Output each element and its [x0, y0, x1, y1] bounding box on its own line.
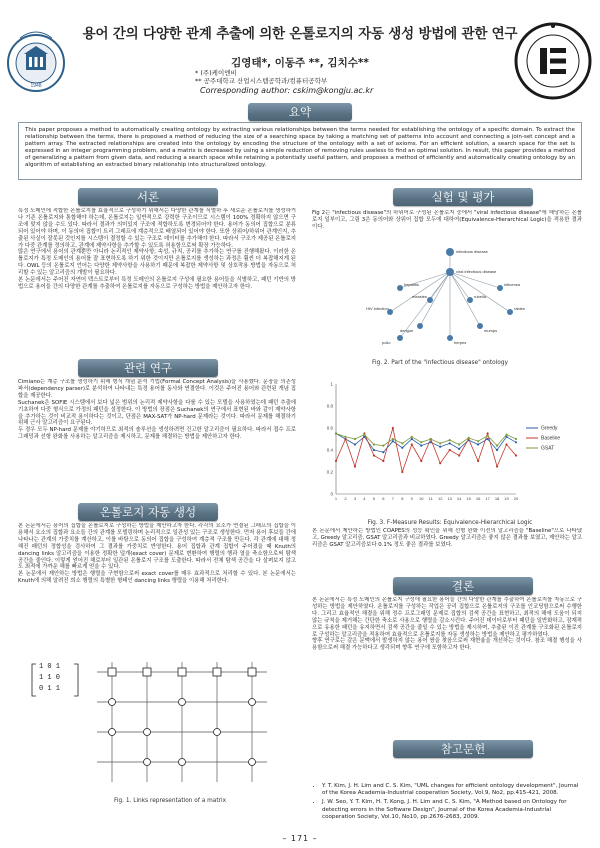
legend-label: GSAT: [541, 445, 555, 452]
references-heading: 참고문헌: [393, 740, 533, 758]
fig2-node: dengue: [400, 328, 414, 333]
data-point: [449, 449, 451, 451]
f-measure-chart: [318, 374, 576, 516]
page-number: – 171 –: [282, 834, 318, 843]
svg-text:1948: 1948: [30, 83, 42, 89]
figure-3-chart: [318, 374, 576, 516]
reference-item: • J. W. Seo, Y. T. Kim, H. T. Kong, J. H. Lim and C. S. Kim, "A Method based on Ontology for detecting errors in the Software Design", Journal of the Korea Academia-Industrial cooperation Society, Vol.10, No10, pp.2676-2683, 2009.: [322, 799, 582, 821]
affiliation-2: ** 공주대학교 산업시스템공학과/컴퓨터공학부: [195, 77, 328, 85]
data-point: [486, 438, 488, 440]
y-tick-label: 0.4: [326, 447, 333, 453]
x-tick-label: 13: [447, 496, 452, 501]
intro-heading: 서론: [78, 188, 218, 206]
fig3-caption: Fig. 3. F-Measure Results: Equivalence-Hierarchical Logic: [367, 520, 533, 526]
fig2-node: mumps: [484, 328, 498, 333]
x-tick-label: 7: [391, 496, 394, 501]
data-point: [392, 438, 394, 440]
data-point: [505, 443, 507, 445]
fig2-node: influenza: [504, 282, 521, 287]
matrix-row-3: 0 1 1: [39, 685, 61, 693]
x-tick-label: 1: [334, 496, 338, 501]
data-point: [373, 449, 375, 451]
data-point: [401, 447, 403, 449]
legend-label: Baseline: [541, 435, 561, 442]
x-tick-label: 4: [363, 496, 366, 501]
fig1-caption: Fig. 1. Links representation of a matrix: [113, 798, 227, 804]
x-tick-label: 16: [475, 496, 481, 501]
affiliation-1: * (주)케이엔비: [195, 69, 237, 77]
author-list: 김영태*, 이동주 **, 김치수**: [231, 57, 369, 69]
x-tick-label: 8: [401, 496, 404, 501]
data-point: [420, 441, 422, 443]
data-point: [449, 439, 451, 441]
auto-heading: 온톨로지 자동 생성: [78, 503, 218, 521]
data-point: [486, 432, 488, 434]
data-point: [439, 462, 441, 464]
x-tick-label: 12: [437, 496, 443, 501]
fig2-node: infectious disease: [456, 249, 488, 254]
figure-2: [360, 240, 540, 348]
x-tick-label: 20: [513, 496, 519, 501]
data-point: [363, 434, 365, 436]
data-point: [439, 446, 441, 448]
y-tick-label: 0.6: [326, 425, 333, 431]
data-point: [411, 436, 413, 438]
data-point: [505, 434, 507, 436]
data-point: [449, 442, 451, 444]
x-tick-label: 5: [372, 496, 376, 501]
data-point: [401, 442, 403, 444]
x-tick-label: 15: [466, 496, 471, 501]
data-point: [458, 448, 460, 450]
paper-title: 용어 간의 다양한 관계 추출에 의한 온톨로지의 자동 생성 방법에 관한 연구: [82, 26, 518, 42]
matrix-row-2: 1 1 0: [39, 674, 61, 682]
y-tick-label: 0.2: [326, 469, 333, 475]
reference-item: • Y. T. Kim, J. H. Lim and C. S. Kim, "UML changes for efficient ontology development", Journal of the Korea Academia-Industrial cooperation Society, Vol.9, No2, pp.415-421, 2008.: [322, 783, 582, 797]
experiment-heading: 실험 및 평가: [393, 188, 533, 206]
x-tick-label: 11: [428, 496, 433, 501]
legend-label: Greedy: [541, 425, 558, 432]
data-point: [335, 432, 337, 434]
figure-1: [22, 652, 292, 792]
data-point: [344, 436, 346, 438]
fig2-node: herpes: [454, 340, 467, 345]
data-point: [468, 437, 470, 439]
data-point: [515, 438, 517, 440]
data-point: [496, 465, 498, 467]
fig2-caption: Fig. 2. Part of the "infectious disease" ontology: [372, 360, 508, 366]
university-seal-logo: [6, 8, 66, 106]
fig2-node: viral infectious disease: [456, 269, 497, 274]
department-logo: [514, 22, 592, 100]
data-point: [354, 465, 356, 467]
data-point: [439, 442, 441, 444]
data-point: [477, 440, 479, 442]
data-point: [486, 435, 488, 437]
data-point: [373, 443, 375, 445]
x-tick-label: 2: [344, 496, 347, 501]
conclusion-text: 본 논문에서는 특정 도메인의 온톨로지 구성에 필요한 용어들 간의 다양한 관계를 추출하여 온톨로지를 자동으로 구성하는 방법을 제안하였다. 온톨로지를 구성하는 작업은 공리 집합으로 온톨로지의 구조를 인코딩함으로써 수행한다. 그리고 효율적인 해결을 위해 정수 프로그래밍 문제로 집합의 검색 공간을 표현하고, 최적의 해에 도움이 되지 않는 규칙을 제거해는 간단한 축소로 사용으로 행렬을 감소시킨다. 주어진 데이터로부터 패턴을 일반화하고, 잠재적으로 유용한 패턴을 유지하면서 검색 공간을 줄일 수 있는 방법을 제시하며, 추출된 이진 관계를 구조화된 온톨로지로 구성하는 알고리즘을 적용하여 효율적으로 온톨로지를 자동 생성하는 방법을 제안하고 평가하였다. 향후 연구로는 같은 문맥에서 발생하지 않는 용어 쌍을 찾음으로써 재현율을 개선하는 것이다. 참조 해결 행성을 사용함으로써 해결 가능하다고 생각되며 향후 연구에 포함하고자 한다.: [312, 597, 582, 652]
data-point: [477, 460, 479, 462]
data-point: [382, 451, 384, 453]
corresponding-author: Corresponding author: cskim@kongju.ac.kr: [200, 86, 374, 95]
data-point: [354, 438, 356, 440]
intro-text: 특정 도메인에 적합한 온톨로지를 효율적으로 구성하기 위해서는 다양한 관계를 식별하 후 새로운 온톨로지를 생성하거나 기존 온톨로지와 통합해야 하는데, 온톨로지는 일반적으로 강력한 구조이므로 시스템이 100% 정확하지 않으면 구조에 맞지 않을 수도 있다. 따라서 결과가 의미있지 구조에 적합하도록 변경되어야 한다. 용어가 동의어 집합으로 분류되어 있어야 하며, 이 동의어 집합이 트리 그래프에 계층적으로 배열되어 있어야 한다. 또한 상위어/하위어 관계인지, 추출된 사실이 잘못된 것인지를 시스템이 결정할 수 있는 구조로 데이터를 추가해야 한다. 따라서 구조가 제공된 온톨로지가 다중 관계를 정의하고, 관계에 제약사항을 추가할 수 있도록 허용함으로써 확장 가능하다. 많은 연구에서 용어의 관계뿐만 아니라 논리적인 제약사항, 속성, 규칙, 공리를 추가하는 연구를 진행해왔다. 이러한 온톨로지가 특정 도메인의 용어를 잘 표현하도록 하기 위한 것이지만 온톨로지를 생성하는 과정은 훨씬 더 복잡해지게 된다. OWL 등의 온톨로지 언어는 다양한 제약사항을 사용하기 때문에 복잡한 제약사항 및 상호작용 방법을 자동으로 처리할 수 있는 알고리즘의 개발이 필요하다. 본 논문에서는 주어진 자연어 텍스트로부터 특정 도메인의 온톨로지 구성에 필요한 용어들을 식별하고, 패턴 기반의 방법으로 용어들 간의 다양한 관계를 추출하여 온톨로지를 자동으로 구성하는 방법을 제안하고자 한다.: [18, 208, 296, 290]
series-line-baseline: [336, 428, 516, 472]
fig2-node: rabies: [514, 306, 525, 311]
data-point: [458, 454, 460, 456]
experiment-text: Fig 2는 "infectious disease"의 하위어로 구성된 온톨로지 중에서 "viral infectious disease"에 해당하는 온톨로지 일부이고, 그림 3은 동의어와 상위어 집합 모두에 대하여(Equivalence-Hierarchical Logic)을 적용한 결과이다.: [312, 210, 582, 230]
x-tick-label: 19: [504, 496, 509, 501]
y-tick-label: 1: [330, 381, 333, 387]
x-tick-label: 14: [456, 496, 462, 501]
x-tick-label: 17: [485, 496, 490, 501]
y-tick-label: 0: [330, 491, 333, 497]
data-point: [411, 438, 413, 440]
matrix-row-1: 1 0 1: [39, 663, 61, 671]
data-point: [373, 454, 375, 456]
x-tick-label: 6: [382, 496, 385, 501]
x-tick-label: 9: [410, 496, 413, 501]
conclusion-heading: 결론: [393, 577, 533, 595]
data-point: [392, 440, 394, 442]
data-point: [354, 443, 356, 445]
data-point: [458, 443, 460, 445]
abstract-heading: 요약: [248, 103, 352, 121]
data-point: [392, 427, 394, 429]
data-point: [420, 460, 422, 462]
auto-text: 본 논문에서는 용어의 집합을 온톨로지로 구성하는 방법을 제안하고자 한다. 각각의 요소가 연결된 그래프의 집합을 이용해서 요소의 집합과 요소들 간의 관계를 모델링하며 논리적으로 일관성 있는 구조로 생성한다. 먼저 용어 후보들 간에 나타나는 관계의 가중치를 계산하고, 이를 바탕으로 동의어 집합을 구성하여 계층적 구조를 만든다. 각 관계에 대해 정해진 패턴의 정합성을 검사하여 그 결과를 가중치로 반영한다. 용어 집합과 관계 집합이 주어졌을 때 Knuth의 dancing links 알고리즘을 이용한 정확한 덮개(exact cover) 문제로 변환하여 행렬의 행과 열을 축소함으로써 탐색 공간을 줄인다. 이렇게 얻어진 해로부터 일관된 온톨로지 구조를 도출한다. 따라서 전체 탐색 공간을 다 살펴보지 않고도 최적에 가까운 해를 빠르게 얻을 수 있다. 본 논문에서 제안하는 방법은 행렬을 구현함으로써 exact cover를 매우 효과적으로 처리할 수 있다. 본 논문에서는 Knuth에 의해 알려진 희소 행렬의 특별한 형태인 dancing links 행렬을 이용해 처리한다.: [18, 523, 296, 585]
abstract-text: This paper proposes a method to automatically creating ontology by extracting various relationships between the terms needed for establishing the ontology of a specific domain. To extract the relationship between the terms, there is proposed a method of reducing the size of a searching space by taking a matching set of patterns into account and connecting a join-set concept and a pattern array. The extracted relationships are created into the ontology by encoding the structure of the ontology with a set of axioms. For an efficient solution, a search space for the set is expressed in an integer programming problem, and a matrix is decreased by using a simple reduction of removing rules useless to find an optimal solution. In result, this paper provides a method of generalizing a pattern from given data, and reducing a search space while retaining a potentially useful pattern, and proposes a method of efficiently and automatically creating ontology by an algorithm of establishing an extracted binary relationship into structuralized ontology.: [25, 127, 575, 168]
x-tick-label: 3: [353, 496, 357, 501]
data-point: [430, 438, 432, 440]
data-point: [420, 445, 422, 447]
data-point: [382, 445, 384, 447]
data-point: [496, 449, 498, 451]
x-tick-label: 18: [494, 496, 500, 501]
data-point: [411, 443, 413, 445]
related-heading: 관련 연구: [78, 359, 218, 377]
y-tick-label: 0.8: [326, 403, 333, 409]
data-point: [515, 441, 517, 443]
data-point: [344, 438, 346, 440]
x-tick-label: 10: [419, 496, 424, 501]
fig2-node: measles: [412, 294, 427, 299]
fig2-node: hepatitis: [404, 282, 419, 287]
reference-list: [312, 783, 582, 831]
fig2-node: HIV infection: [366, 306, 389, 311]
data-point: [515, 454, 517, 456]
related-text: Cimiano는 계층 구조를 생성하기 위해 형식 개념 분석 기법(Formal Concept Analysis)을 사용했다. 문장을 의존성 파서(dependency parser)로 분석하여 나타내는 특정 용어를 동사와 연결한다. 이것은 주어진 용어와 관련된 개념 집합을 제공한다. Suchanek은 SOFIE 시스템에서 보다 넓은 범위의 논리적 제약사항을 다룰 수 있는 모델을 사용하였는데 패턴 추출에 기초하여 다중 형식으로 가정의 패턴을 설정한다. 이 방법의 장점은 Suchanek의 연구에서 표현된 바와 같이 제약사항을 추가하는 것이 비교적 용이하다는 것이고, 단점은 MAX-SAT가 NP-hard 문제라는 것이다. 따라서 문제를 해결하기 위해 근사 알고리즘이 요구된다. 두 경우 모두 NP-hard 문제를 야기하므로 최적의 솔루션을 생성하려면 건고한 알고리즘이 필요하다. 따라서 접수 프로그래밍과 선형 완화를 사용하는 알고리즘을 제시하고, 문제를 해결하는 방법을 제안하고자 한다.: [18, 379, 296, 441]
data-point: [477, 443, 479, 445]
fig2-node: rubella: [474, 294, 487, 299]
data-point: [335, 460, 337, 462]
abstract-box: [18, 122, 582, 180]
experiment-result-text: 본 논문에서 제안하는 방법인 COAPES의 성능 확인을 위해 선형 완화 이전의 알고리즘을 "Baseline"으로 나타냈고, Greedy 알고리즘, GSAT 알고리즘과 비교하였다. Greedy 알고리즘은 좋지 않은 결과를 보였고, 제안하는 알고리즘은 GSAT 알고리즘보다 0.1% 정도 좋은 결과를 보였다.: [312, 528, 582, 548]
data-point: [382, 460, 384, 462]
data-point: [496, 445, 498, 447]
data-point: [401, 471, 403, 473]
fig2-node: polio: [382, 340, 391, 345]
